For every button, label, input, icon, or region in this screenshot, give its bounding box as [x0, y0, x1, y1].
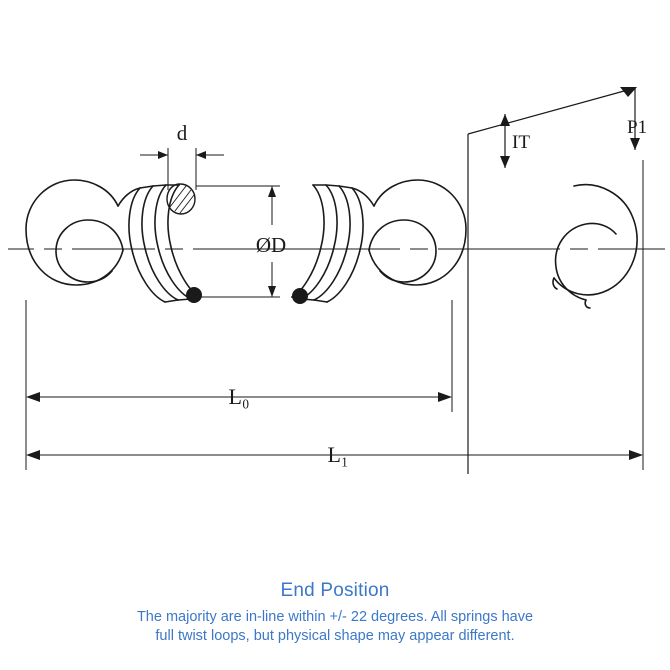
left-coil-group	[129, 184, 202, 303]
label-outer-diameter: ØD	[255, 233, 287, 257]
caption-title: End Position	[280, 580, 390, 601]
label-load: P1	[627, 117, 648, 138]
label-extended-length: L₁	[327, 442, 349, 467]
initial-tension-indicator	[468, 88, 635, 474]
end-position-hook	[553, 185, 637, 308]
caption-note	[0, 608, 670, 646]
label-wire-diameter: d	[176, 121, 188, 145]
caption-note-line-2: full twist loops, but physical shape may appear different.	[155, 628, 515, 644]
caption-block	[0, 578, 670, 646]
right-hook	[352, 180, 466, 285]
label-initial-tension: IT	[512, 132, 530, 153]
caption-note-line-1: The majority are in-line within +/- 22 degrees. All springs have	[136, 609, 534, 625]
right-coil-group	[292, 185, 363, 304]
left-hook	[26, 180, 140, 285]
label-free-length: L₀	[228, 384, 250, 409]
